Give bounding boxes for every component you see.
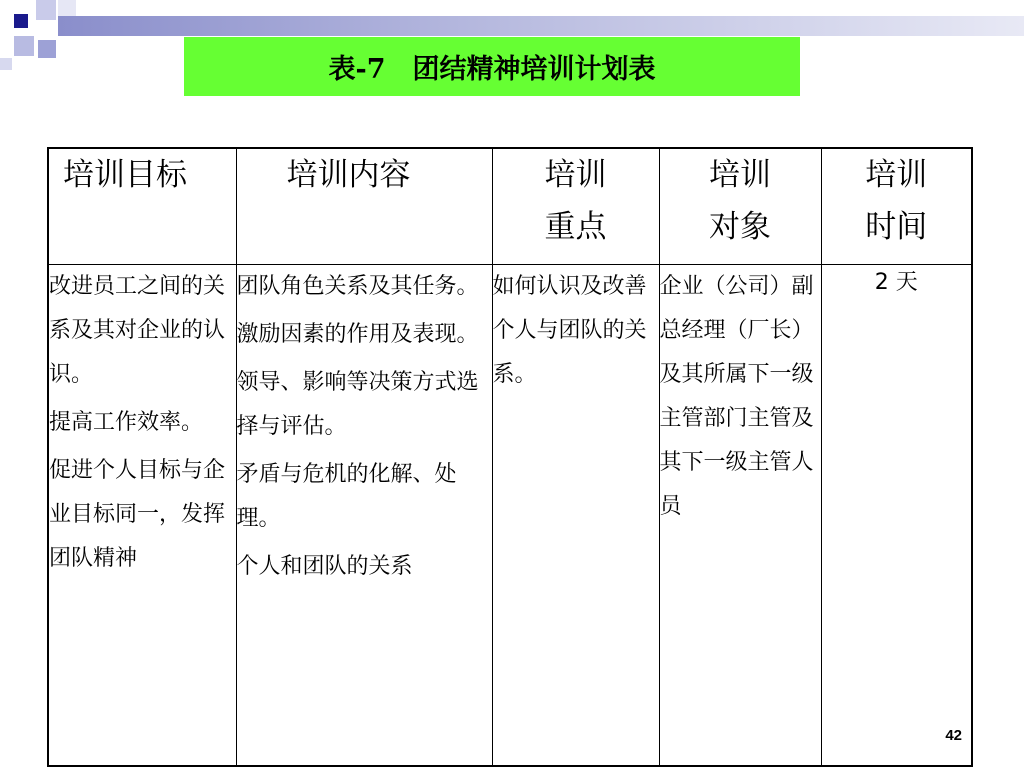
audience-text: 企业（公司）副总经理（厂长）及其所属下一级主管部门主管及其下一级主管人员 (659, 274, 814, 519)
table-header-row (48, 148, 972, 265)
cell-training-audience (659, 265, 821, 767)
cell-training-time (821, 265, 972, 767)
content-item: 激励因素的作用及表现。 (236, 322, 479, 347)
goal-item: 促进个人目标与企业目标同一，发挥团队精神 (49, 458, 226, 571)
content-item: 团队角色关系及其任务。 (236, 274, 479, 299)
header-training-focus: 培训 重点 (492, 148, 659, 265)
title-banner (184, 37, 800, 96)
cell-training-focus (492, 265, 659, 767)
goal-item: 改进员工之间的关系及其对企业的认识。 (49, 274, 226, 387)
header-training-content: 培训内容 (236, 148, 492, 265)
cell-training-contents (236, 265, 492, 767)
page-title: 表-7 团结精神培训计划表 (328, 54, 656, 85)
deco-square (38, 40, 56, 58)
table-row (48, 265, 972, 767)
header-training-audience: 培训 对象 (659, 148, 821, 265)
decorative-top-bar (58, 16, 1024, 36)
page-number: 42 (945, 727, 962, 744)
deco-square (14, 36, 34, 56)
cell-training-goals (48, 265, 236, 767)
header-training-goal: 培训目标 (48, 148, 236, 265)
content-item: 矛盾与危机的化解、处理。 (236, 462, 457, 531)
content-item: 领导、影响等决策方式选择与评估。 (236, 370, 479, 439)
goal-item: 提高工作效率。 (49, 410, 204, 435)
training-plan-table (47, 147, 973, 767)
deco-square (36, 0, 56, 20)
time-text: 2 天 (874, 270, 918, 295)
header-training-time: 培训 时间 (821, 148, 972, 265)
content-item: 个人和团队的关系 (236, 554, 413, 579)
deco-square (0, 58, 12, 70)
deco-square-dark (14, 14, 28, 28)
focus-text: 如何认识及改善个人与团队的关系。 (492, 274, 647, 387)
